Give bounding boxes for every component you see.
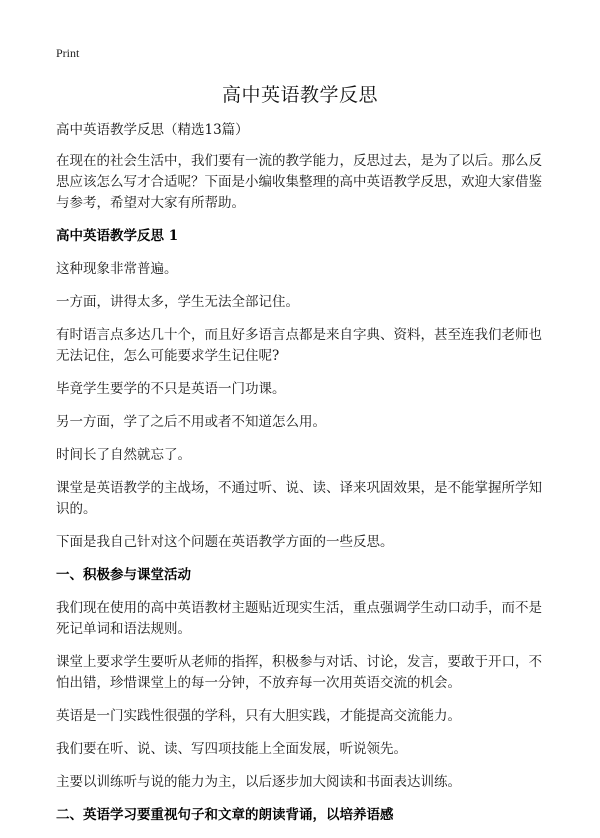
paragraph: 课堂上要求学生要听从老师的指挥，积极参与对话、讨论，发言，要敢于开口，不怕出错，珍惜课堂上的每一分钟，不放弃每一次用英语交流的机会。 [56, 654, 542, 691]
intro-paragraph: 在现在的社会生活中，我们要有一流的教学能力，反思过去，是为了以后。那么反思应该怎么写才合适呢？下面是小编收集整理的高中英语教学反思，欢迎大家借鉴与参考，希望对大家有所帮助。 [56, 153, 542, 211]
document-body [56, 120, 546, 838]
paragraph: 英语是一门实践性很强的学科，只有大胆实践，才能提高交流能力。 [56, 708, 461, 724]
paragraph: 主要以训练听与说的能力为主，以后逐步加大阅读和书面表达训练。 [56, 774, 461, 790]
paragraph: 我们要在听、说、读、写四项技能上全面发展，听说领先。 [56, 741, 407, 757]
section-heading-1: 高中英语教学反思 1 [56, 228, 179, 244]
paragraph: 毕竟学生要学的不只是英语一门功课。 [56, 381, 286, 397]
paragraph: 下面是我自己针对这个问题在英语教学方面的一些反思。 [56, 534, 394, 550]
section-heading-one: 一、积极参与课堂活动 [56, 567, 191, 583]
print-label: Print [56, 46, 80, 60]
paragraph: 有时语言点多达几十个，而且好多语言点都是来自字典、资料，甚至连我们老师也无法记住，怎么可能要求学生记住呢? [56, 327, 542, 364]
paragraph: 另一方面，学了之后不用或者不知道怎么用。 [56, 414, 326, 430]
page-title: 高中英语教学反思 [221, 84, 378, 106]
section-heading-two: 二、英语学习要重视句子和文章的朗读背诵，以培养语感 [56, 807, 394, 823]
paragraph: 课堂是英语教学的主战场，不通过听、说、读、译来巩固效果，是不能掌握所学知识的。 [56, 480, 542, 517]
paragraph: 一方面，讲得太多，学生无法全部记住。 [56, 294, 299, 310]
paragraph: 时间长了自然就忘了。 [56, 447, 191, 463]
paragraph: 我们现在使用的高中英语教材主题贴近现实生活，重点强调学生动口动手，而不是死记单词和语法规则。 [56, 600, 542, 637]
subtitle-line: 高中英语教学反思（精选13篇） [56, 122, 249, 138]
paragraph: 这种现象非常普遍。 [56, 261, 178, 277]
